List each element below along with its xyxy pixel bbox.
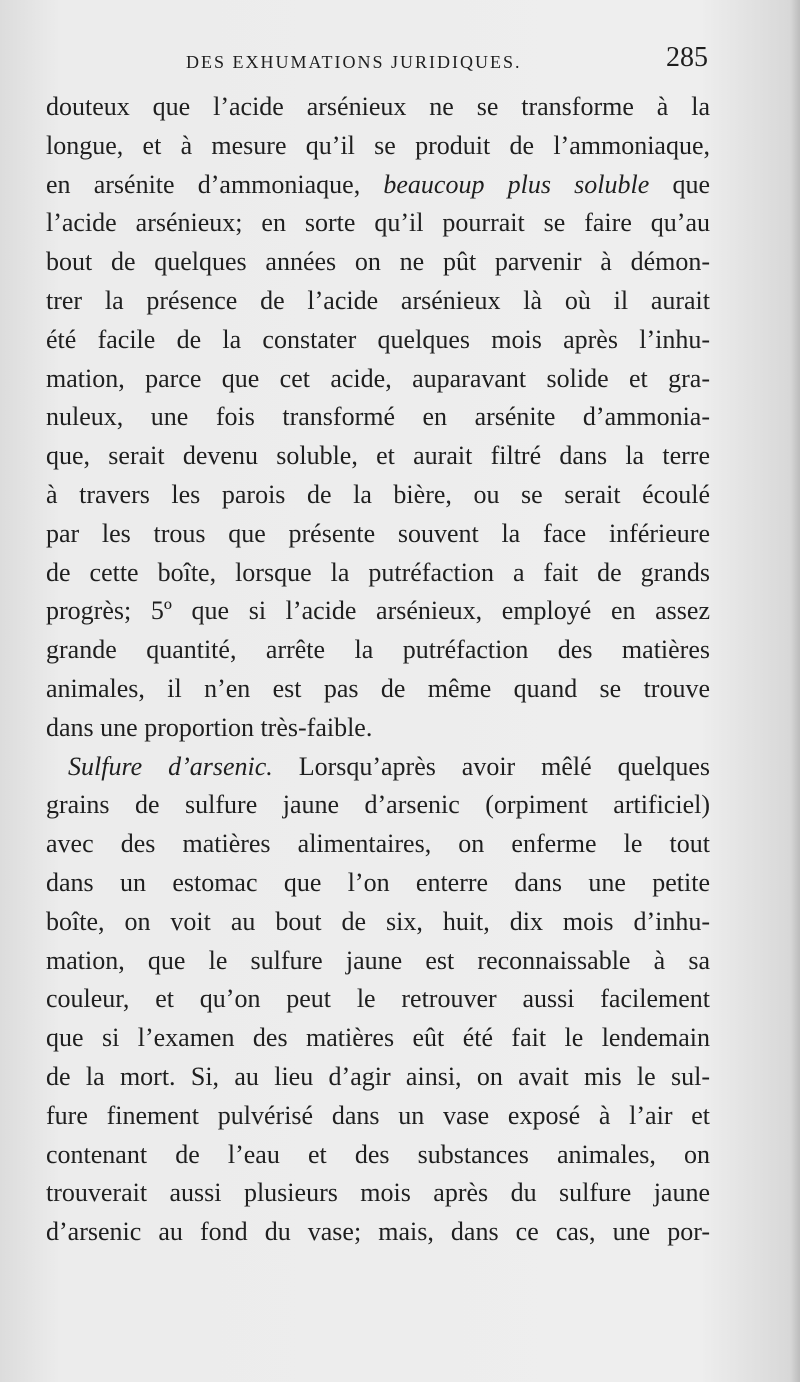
text-line: douteux que l’acide arsénieux ne se transforme à la xyxy=(46,92,710,121)
text-line: grande quantité, arrête la putréfaction des matières xyxy=(46,635,710,665)
text-line: de la mort. Si, au lieu d’agir ainsi, on avait mis le sul- xyxy=(46,1061,710,1091)
text-line: progrès; 5º que si l’acide arsénieux, employé en assez xyxy=(46,596,710,626)
page-header xyxy=(48,42,708,82)
paragraph-last-line: dans une proportion très-faible. xyxy=(46,712,373,742)
text-line: trer la présence de l’acide arsénieux là où il aurait xyxy=(46,285,710,315)
text-line: que si l’examen des matières eût été fait le lendemain xyxy=(46,1023,710,1053)
text-line: l’acide arsénieux; en sorte qu’il pourrait se faire qu’au xyxy=(46,208,710,238)
text-line: à travers les parois de la bière, ou se serait écoulé xyxy=(46,479,710,509)
section-heading-italic: Sulfure d’arsenic. xyxy=(68,751,273,781)
page-number: 285 xyxy=(666,42,708,73)
text-line: mation, que le sulfure jaune est reconnaissable à sa xyxy=(46,945,710,975)
text-line: contenant de l’eau et des substances animales, on xyxy=(46,1139,710,1169)
text-line: bout de quelques années on ne pût parvenir à démon- xyxy=(46,247,710,277)
text-line: couleur, et qu’on peut le retrouver aussi facilement xyxy=(46,984,710,1014)
text-line: nuleux, une fois transformé en arsénite d’ammonia- xyxy=(46,402,710,432)
text-line: trouverait aussi plusieurs mois après du sulfure jaune xyxy=(46,1178,710,1208)
paragraph-first-line: Sulfure d’arsenic. Lorsqu’après avoir mêlé quelques xyxy=(68,751,710,781)
text-line: grains de sulfure jaune d’arsenic (orpiment artificiel) xyxy=(46,790,710,820)
text-line: par les trous que présente souvent la face inférieure xyxy=(46,518,710,548)
italic-phrase: beaucoup plus soluble xyxy=(383,169,650,199)
text-line: fure finement pulvérisé dans un vase exposé à l’air et xyxy=(46,1100,710,1130)
body-text xyxy=(46,88,710,1252)
text-line: été facile de la constater quelques mois après l’inhu- xyxy=(46,324,710,354)
text-line: longue, et à mesure qu’il se produit de l’ammoniaque, xyxy=(46,130,710,160)
text-line: que, serait devenu soluble, et aurait filtré dans la terre xyxy=(46,441,710,471)
running-title: DES EXHUMATIONS JURIDIQUES. xyxy=(186,52,522,72)
text-line: en arsénite d’ammoniaque, beaucoup plus soluble que xyxy=(46,169,710,199)
text-line: dans un estomac que l’on enterre dans une petite xyxy=(46,867,710,897)
text-line: mation, parce que cet acide, auparavant solide et gra- xyxy=(46,363,710,393)
text-line: boîte, on voit au bout de six, huit, dix mois d’inhu- xyxy=(46,906,710,936)
text-line: animales, il n’en est pas de même quand se trouve xyxy=(46,673,710,703)
text-line: avec des matières alimentaires, on enferme le tout xyxy=(46,829,710,859)
text-line: d’arsenic au fond du vase; mais, dans ce cas, une por- xyxy=(46,1217,710,1247)
text-line: de cette boîte, lorsque la putréfaction a fait de grands xyxy=(46,557,710,587)
